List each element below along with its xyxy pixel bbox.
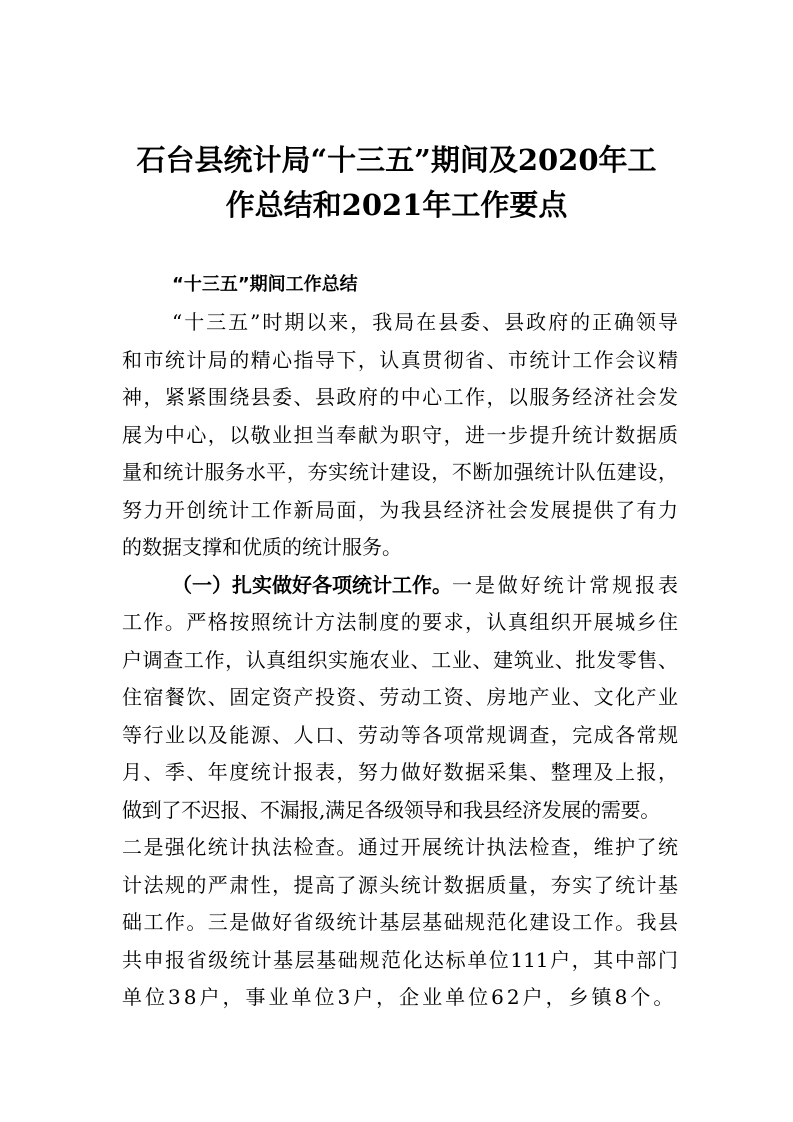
document-title <box>0 138 793 228</box>
section-heading: “十三五”期间工作总结 <box>172 274 358 295</box>
text-line: 做到了不迟报、不漏报,满足各级领导和我县经济发展的需要。 <box>122 797 660 822</box>
text-line: 住宿餐饮、固定资产投资、劳动工资、房地产业、文化产业 <box>122 685 678 709</box>
text-span: 一是做好统计常规报表 <box>452 572 678 597</box>
text-line: 展为中心，以敬业担当奉献为职守，进一步提升统计数据质 <box>122 422 678 447</box>
text-line: 户调查工作，认真组织实施农业、工业、建筑业、批发零售、 <box>122 647 678 672</box>
text-line: 等行业以及能源、人口、劳动等各项常规调查，完成各常规 <box>122 722 678 747</box>
text-line: 的数据支撑和优质的统计服务。 <box>122 535 402 559</box>
text-line: 神，紧紧围绕县委、县政府的中心工作，以服务经济社会发 <box>122 385 678 409</box>
text-line: 础工作。三是做好省级统计基层基础规范化建设工作。我县 <box>122 910 678 934</box>
text-line: 计法规的严肃性，提高了源头统计数据质量，夯实了统计基 <box>122 872 678 897</box>
paragraph-lead: （一）扎实做好各项统计工作。 <box>172 572 452 597</box>
title-line-1: 石台县统计局“十三五”期间及2020年工 <box>136 143 657 177</box>
text-line: 共申报省级统计基层基础规范化达标单位111户，其中部门 <box>122 947 678 972</box>
text-line: 努力开创统计工作新局面，为我县经济社会发展提供了有力 <box>122 497 678 522</box>
paragraph-2 <box>122 567 678 1017</box>
document-body <box>122 304 678 1017</box>
paragraph-1 <box>122 304 678 567</box>
text-line: 二是强化统计执法检查。通过开展统计执法检查，维护了统 <box>122 835 678 859</box>
text-line <box>122 567 678 605</box>
text-line: “十三五”时期以来，我局在县委、县政府的正确领导 <box>172 310 678 334</box>
text-line: 量和统计服务水平，夯实统计建设，不断加强统计队伍建设， <box>122 460 678 484</box>
text-line: 和市统计局的精心指导下，认真贯彻省、市统计工作会议精 <box>122 347 678 372</box>
text-line: 工作。严格按照统计方法制度的要求，认真组织开展城乡住 <box>122 610 678 634</box>
text-line: 月、季、年度统计报表，努力做好数据采集、整理及上报， <box>122 760 678 784</box>
text-line: 单位38户，事业单位3户，企业单位62户，乡镇8个。 <box>122 985 677 1009</box>
title-line-2: 作总结和2021年工作要点 <box>225 188 568 222</box>
